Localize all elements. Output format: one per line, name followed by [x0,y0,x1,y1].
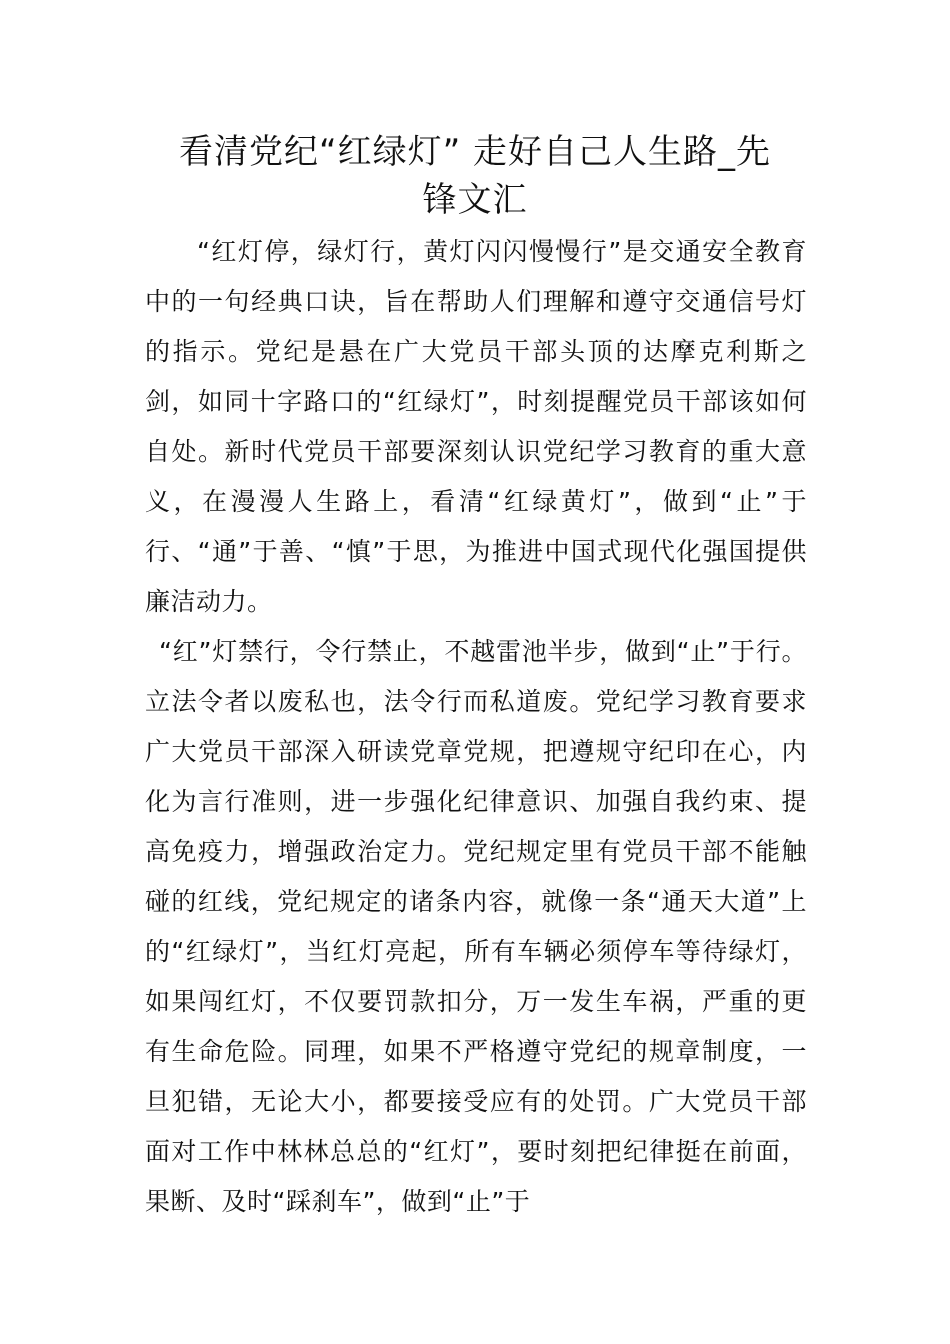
paragraph-2: “红”灯禁行，令行禁止，不越雷池半步，做到“止”于行。立法令者以废私也，法令行而私道废。党纪学习教育要求广大党员干部深入研读党章党规，把遵规守纪印在心，内化为言行准则，进一步强化纪律意识、加强自我约束、提高免疫力，增强政治定力。党纪规定里有党员干部不能触碰的红线，党纪规定的诸条内容，就像一条“通天大道”上的“红绿灯”，当红灯亮起，所有车辆必须停车等待绿灯，如果闯红灯，不仅要罚款扣分，万一发生车祸，严重的更有生命危险。同理，如果不严格遵守党纪的规章制度，一旦犯错，无论大小，都要接受应有的处罚。广大党员干部面对工作中林林总总的“红灯”，要时刻把纪律挺在前面，果断、及时“踩刹车”，做到“止”于 [145,637,807,1216]
title-line-1: 看清党纪“红绿灯” 走好自己人生路_先 [178,132,772,172]
title-line-2: 锋文汇 [422,180,528,220]
document-title [140,128,810,224]
document-body [145,227,807,1227]
paragraph-1: “红灯停，绿灯行，黄灯闪闪慢慢行”是交通安全教育中的一句经典口诀，旨在帮助人们理解和遵守交通信号灯的指示。党纪是悬在广大党员干部头顶的达摩克利斯之剑，如同十字路口的“红绿灯”，时刻提醒党员干部该如何自处。新时代党员干部要深刻认识党纪学习教育的重大意义，在漫漫人生路上，看清“红绿黄灯”，做到“止”于行、“通”于善、“慎”于思，为推进中国式现代化强国提供廉洁动力。 [145,237,807,616]
